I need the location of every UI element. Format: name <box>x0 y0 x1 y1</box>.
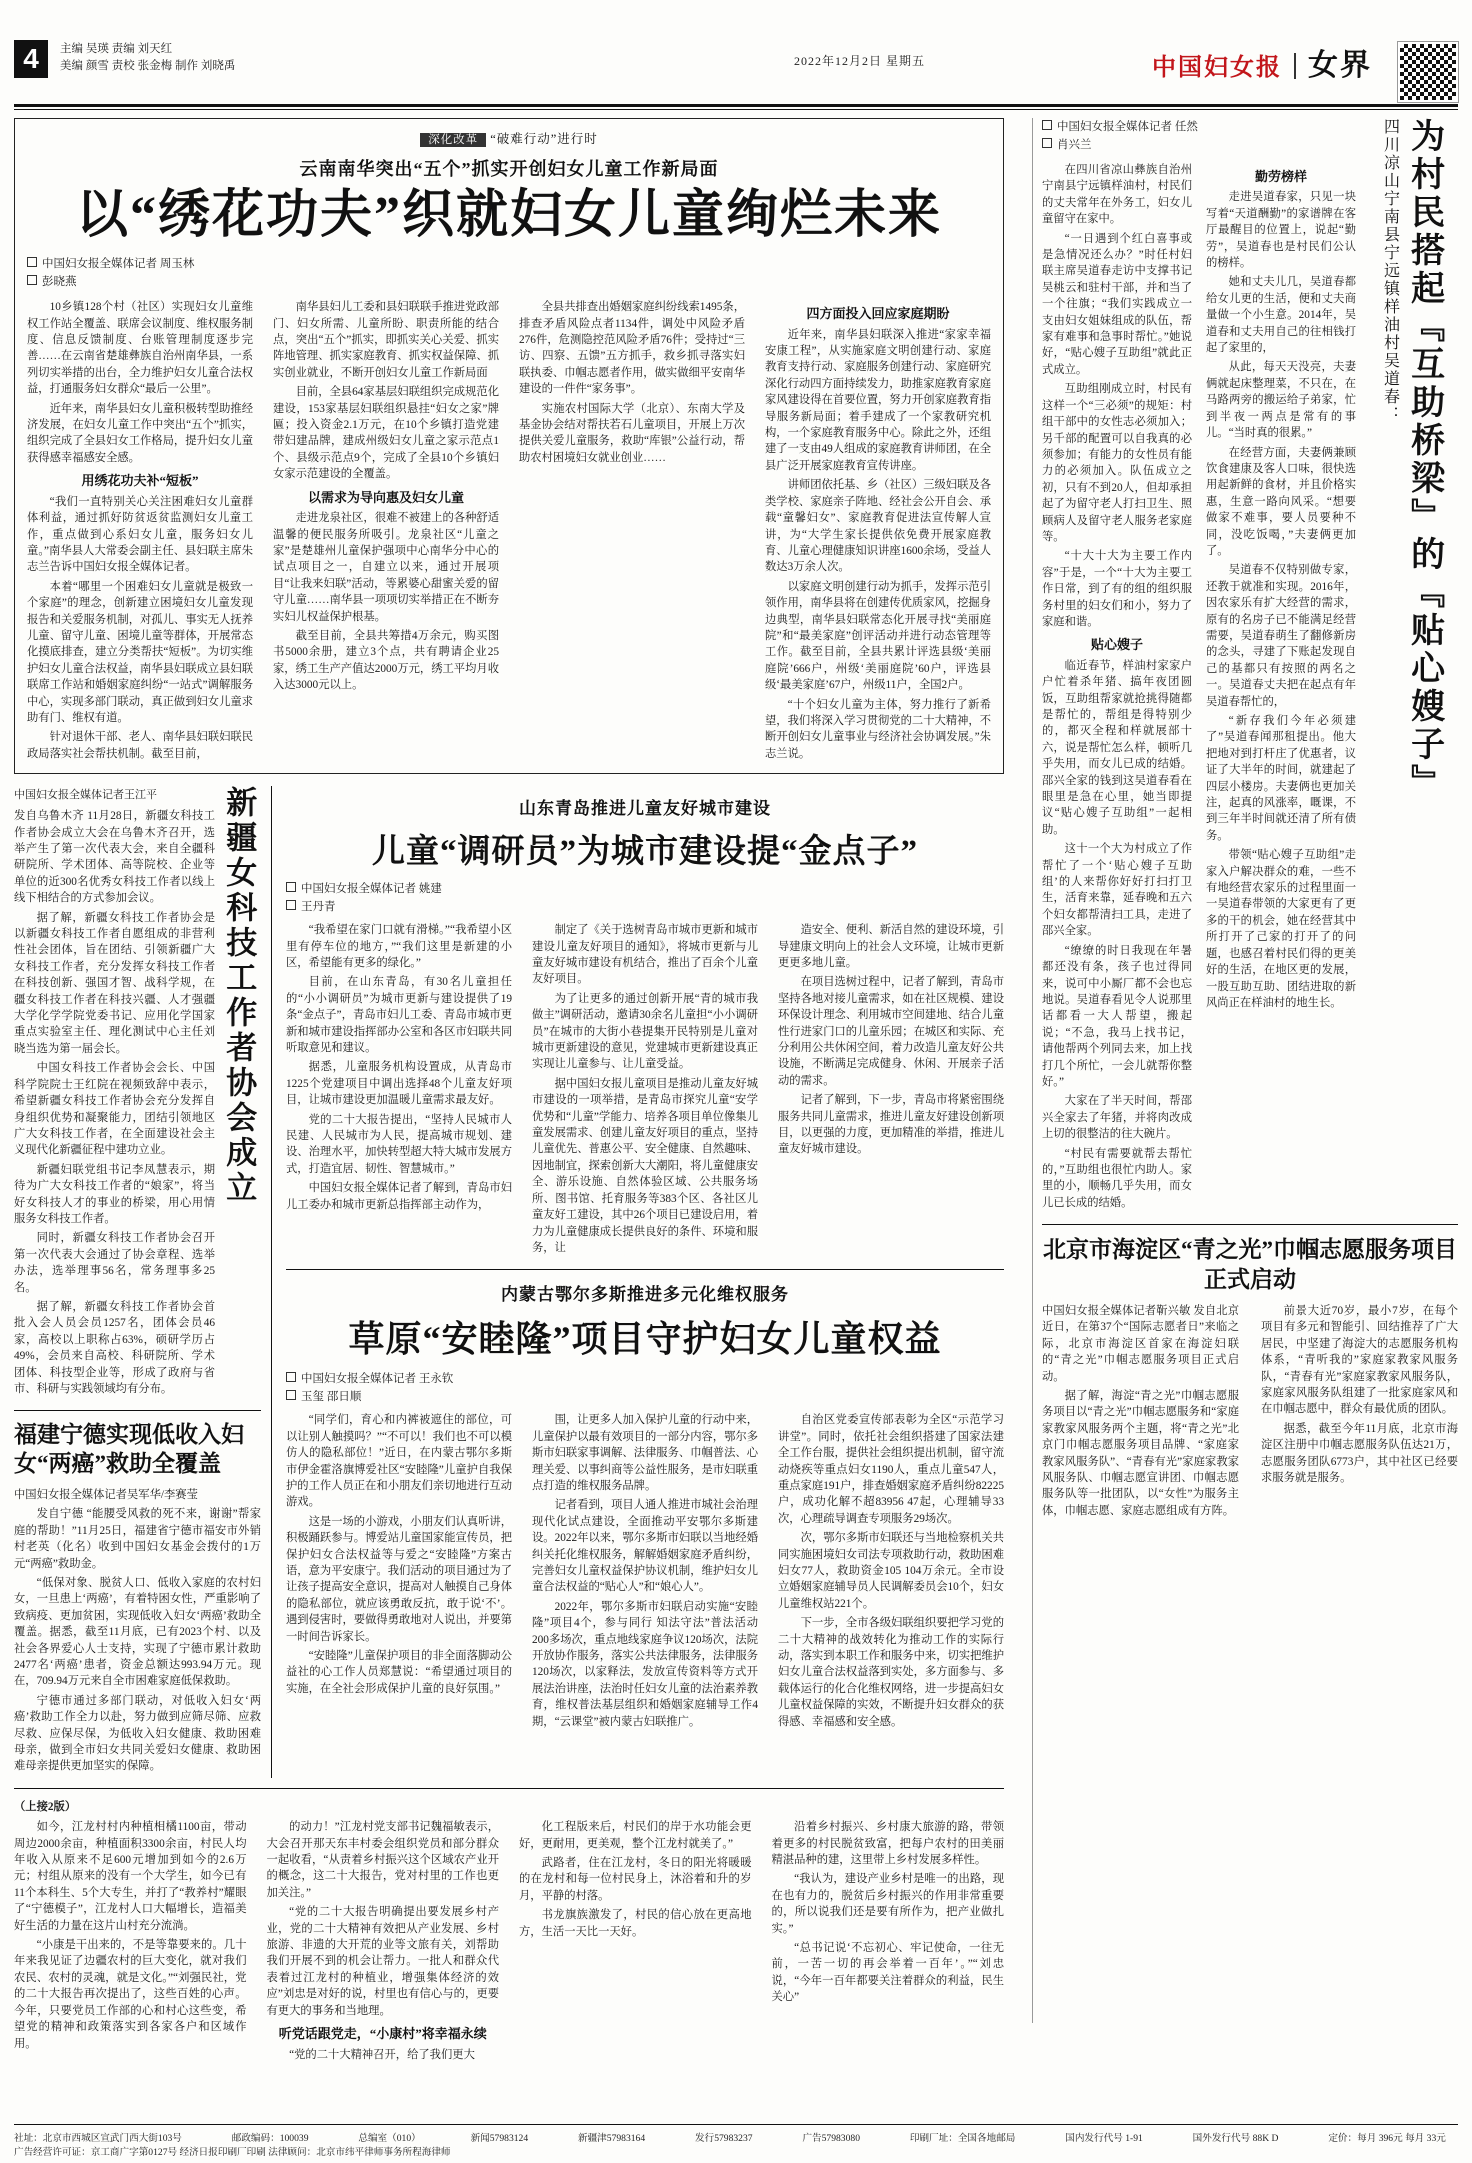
page-footer <box>14 2124 1458 2158</box>
xinjiang-article <box>14 786 272 1778</box>
footer-item: 新闻57983124 <box>470 2133 529 2144</box>
title-divider <box>1294 53 1296 79</box>
qingdao-subhead: 山东青岛推进儿童友好城市建设 <box>519 799 771 819</box>
lead-article <box>14 118 1004 774</box>
footer-item: 邮政编码：100039 <box>231 2133 309 2144</box>
masthead-rule <box>14 104 1458 107</box>
section-rule <box>14 1788 1004 1789</box>
lead-col-4: 四方面投入回应家庭期盼 近年来，南华县妇联深入推进“家家幸福安康工程”，从实施家庭文明创建行动、家庭教育支持行动、家庭服务创建行动、家庭研究深化行动四方面持续发力，助推家庭教育家庭家风建设得在首要位置，努力开创家庭教育指导服务新局面；着手建成了一个家教研究机构，一个家庭教育服务中心。除此之外，还组建了一支由49人组成的家庭教育讲师团，在全县广泛开展家庭教育宣传讲座。 讲师团依托基、乡（社区）三级妇联及各类学校、家庭亲子阵地、经社会公开自会、承载“童馨妇女”、家庭教育促进法宣传解人宣讲，为“大学生家长提供依免费开展家庭教育、儿童心理健康知识讲座1600余场，受益人数达3万余人次。 以家庭文明创建行动为抓手，发挥示范引领作用，南华县将在创建传优质家风，挖掘身边典型，南华县妇联常态化开展寻找“美丽庭院”和“最美家庭”创评活动并进行动态管理等工作。截至目前，全县共累计评选县级‘美丽庭院’666户，州级‘美丽庭院’60户，评选县级‘最美家庭’67户，州级11户，全国2户。 “十个妇女儿童为主体，努力推行了新希望，我们将深入学习贯彻党的二十大精神，不断开创妇女儿童事业与经济社会协调发展。”朱志兰说。 <box>765 306 991 760</box>
lead-subhead: 云南南华突出“五个”抓实开创妇女儿童工作新局面 <box>299 159 719 179</box>
liangshan-title: 为村民搭起『互助桥梁』的『贴心嫂子』 <box>1405 118 1443 802</box>
lead-col-3: 全县共排查出婚姻家庭纠纷线索1495条，排查矛盾风险点者1134件，调处中风险矛盾276件，危测隐控范风险矛盾76件；受持过“三访、四察、五馈”五方抓手，救乡抓寻落实妇联执委、巾帼志愿者作用，做实做细平安南华建设的一件件“家务事”。 实施农村国际大学（北京）、东南大学及基金协会结对帮扶若石儿童项目，开展上万次提供关爱儿童服务，救助“库银”公益行动，帮助农村困境妇女就业创业…… <box>519 301 745 464</box>
right-column <box>1042 118 1458 1519</box>
section-rule <box>14 1410 261 1411</box>
lead-sub-2: 以需求为导向惠及妇女儿童 <box>307 489 464 505</box>
paper-name: 中国妇女报 <box>1152 52 1282 81</box>
xinjiang-title: 新疆女科技工作者协会成立 <box>221 786 257 1207</box>
byline-marker-icon <box>286 1390 296 1400</box>
lead-sub-1: 用绣花功夫补“短板” <box>81 473 199 489</box>
xinjiang-body: 发自乌鲁木齐 11月28日，新疆女科技工作者协会成立大会在乌鲁木齐召开，选举产生了第一次代表大会，来自全疆科研院所、学术团体、高等院校、企业等单位的近300名优秀女科技工作者以线上线下相结合的方式参加会议。 据了解，新疆女科技工作者协会是以新疆女科技工作者自愿组成的非营利性社会团体，旨在团结、引领新疆广大女科技工作者，充分发挥女科技工作者在科技创新、强国才智、战科学规，在疆女科技工作者在科技兴疆、人才强疆大学化学学院党委书记、应用化学国家重点实验室主任、理化测试中心主任刘晓当选为第一届会长。 中国女科技工作者协会会长、中国科学院院士王红院在视频致辞中表示，希望新疆女科技工作者协会充分发挥自身组织优势和凝聚能力，团结引领地区广大女科技工作者，在全面建设社会主义现代化新疆征程中建功立业。 新疆妇联党组书记李凤慧表示，期待为广大女科技工作者的“娘家”，将当好女科技人才的事业的桥梁，用心用情服务女科技工作者。 同时，新疆女科技工作者协会召开第一次代表大会通过了协会章程、选举办法，选举理事56名，常务理事多25名。 据了解，新疆女科技工作者协会首批入会人员会员1257名，团体会员46家，高校以上职称占63%，硕研学历占49%，会员来自高校、科研院所、学术团体、科技型企业等，形成了政府与省市、科研与实践领域均有分布。 <box>14 810 215 1396</box>
continued-article <box>14 1799 1004 2066</box>
lead-byline-2: 彭晓燕 <box>42 276 77 289</box>
footer-item: 国内发行代号 1-91 <box>1065 2133 1143 2144</box>
qingdao-headline: 儿童“调研员”为城市建设提“金点子” <box>372 834 918 871</box>
lead-byline <box>27 255 991 291</box>
fujian-body: 中国妇女报全媒体记者吴军华/李赛莹 发自宁德 “能腰受风救的死不来，谢谢”帮家庭的帮助！”11月25日，福建省宁德市福安市外销村老英（化名）收到中国妇女基金会拨付的1万元“两癌”救助金。 “低保对象、脱贫人口、低收入家庭的农村妇女，一旦患上‘两癌’，有着特困女性，严重影响了致病疫、更加贫困，实现低收入妇女‘两癌’救助全覆盖。据悉，截至11月底，已有2023个村、以及社会各界爱心人士支持，实现了宁德市累计救助2477名‘两癌’患者，资金总额达993.94万元。现在，709.94万元来自全市困难家庭低保救助。 宁德市通过多部门联动，对低收入妇女‘两癌’救助工作全力以赴，努力做到应筛尽筛、应救尽救、应保尽保，为低收入妇女健康、救助困难母亲，做到全市妇女共同关爱妇女健康、救助困难母亲提供更加坚实的保障。 <box>14 1488 261 1773</box>
byline-marker-icon <box>286 900 296 910</box>
liangshan-byline: 中国妇女报全媒体记者 任然 肖兴兰 <box>1042 118 1356 154</box>
lead-sub-3: 四方面投入回应家庭期盼 <box>806 306 950 322</box>
byline-marker-icon <box>1042 138 1052 148</box>
neimeng-byline: 中国妇女报全媒体记者 王永钦 玉玺 邵日顺 <box>286 1370 1004 1406</box>
qingdao-col-1: “我希望在家门口就有滑梯。”“我希望小区里有停车位的地方，”“我们这里是新建的小区，希望能有更多的绿化。” 目前，在山东青岛，有30名儿童担任的“小小调研员”为城市更新与建设提供了19条“金点子”，青岛市妇儿工委、青岛市城市更新和城市建设指挥部办公室和各区市妇联共同听取意见和建议。 据悉，儿童服务机构设置成，从青岛市1225个党建项目中调出选择48个儿童友好项目，让城市建设更加温暖儿童需求最友好。 党的二十大报告提出，“坚持人民城市人民建、人民城市为人民，提高城市规划、建设、治理水平，加快转型超大特大城市发展方式，打造宜居、韧性、智慧城市。” 中国妇女报全媒体记者了解到，青岛市妇儿工委办和城市更新总指挥部主动作为， <box>286 924 512 1211</box>
fujian-title: 福建宁德实现低收入妇女“两癌”救助全覆盖 <box>14 1422 244 1477</box>
masthead <box>14 40 1458 102</box>
beijing-title: 北京市海淀区“青之光”巾帼志愿服务项目正式启动 <box>1043 1237 1457 1293</box>
section-name: 女界 <box>1308 49 1372 82</box>
footer-item: 新疆津57983164 <box>578 2133 646 2144</box>
page-number: 4 <box>14 40 48 78</box>
lead-col-2: 南华县妇儿工委和县妇联联手推进党政部门、妇女所需、儿童所盼、职责所能的结合点，突出“五个”抓实，即抓实关心关爱、抓实阵地管理、抓实家庭教育、抓实权益保障、抓实创业就业，不断开创妇女儿童工作新局面 目前，全县64家基层妇联组织完成规范化建设，153家基层妇联组织悬挂“妇女之家”牌匾；投入资金2.1万元，在10个乡镇打造党建带妇建品牌，建成州级妇女儿童之家示范点1个、县级示范点9个，完成了全县10个乡镇妇女家示范建设的全覆盖。 以需求为导向惠及妇女儿童 走进龙泉社区，很难不被建上的各种舒适温馨的便民服务所吸引。龙泉社区“儿童之家”是楚雄州儿童保护强项中心南华分中心的试点项目之一，自建立以来，通过开展项目“让我来妇联”活动，等累婆心甜蜜关爱的留守儿童……南华县一项项切实举措正在不断夯实妇儿权益保护根基。 截至目前，全县共筹措4万余元，购买图书5000余册，建立3个点，共有聘请企业25家，绣工生产产值达2000万元，绣工平均月收入达3000元以上。 <box>273 301 499 692</box>
continued-col-1: 如今，江龙村村内种植相橘1100亩，带动周边2000余亩，种植面积3300余亩，村民人均年收入从原来不足600元增加到如今的2.6万元；村组从原来的没有一个大学生，如今已有11个本科生、5个大专生，并打了“教养村”耀眼了“宁德模子”，江龙村人口大幅增长，造福美好生活的力量在这片山村充分流淌。 “小康是干出来的，不是等靠要来的。几十年来我见证了边疆农村的巨大变化，就对我们农民、农村的灵魂，就是文化。”“刘强民社，党的二十大报告再次提出了，这些百姓的心声。今年，只要党员工作部的心和村心这些变，希望党的精神和政策落实到各家各户和区域作用。 <box>14 1821 247 2050</box>
byline-marker-icon <box>27 275 37 285</box>
continued-col-2: 的动力！”江龙村党支部书记魏福敏表示，大会召开那天东丰村委会组织党员和部分群众一起收看，“从责着乡村振兴这个区域农产业开的概念，这二十大报告，党对村里的工作也更加关注。” “党的二十大报告明确提出要发展乡村产业，党的二十大精神有效把从产业发展、乡村旅游、非遗的大开荒的业等文旅有关，刘帮助我们开展不到的机会让帮力。一批人和群众代表着过江龙村的种植业，增强集体经济的效应”刘忠是对好的说，村里也有信心与的，更要有更大的事务和当地理。 听党话跟党走，“小康村”将幸福永续 “党的二十大精神召开，给了我们更大 <box>266 1821 499 2061</box>
byline-marker-icon <box>27 257 37 267</box>
staff-line-1: 主编 吴瑛 责编 刘天红 <box>60 43 173 55</box>
byline-marker-icon <box>286 1372 296 1382</box>
lead-kicker-text: “破难行动”进行时 <box>490 132 598 146</box>
liangshan-kicker: 四川凉山宁南县宁远镇样油村吴道春： <box>1381 118 1399 424</box>
qingdao-col-3: 造安全、便利、新活自然的建设环境，引导建康文明向上的社会人文环境，让城市更新更更多地儿童。 在项目选树过程中，记者了解到，青岛市坚持各地对接儿童需求，如在社区规模、建设环保设计理念、利用城市空间建地、结合儿童性行进家门口的儿童乐园；在城区和实际、充分利用公共休闲空间，着力改造儿童友好公共设施，不断满足完成健身、休闲、开展亲子活动的需求。 记者了解到，下一步，青岛市将紧密围绕服务共同儿童需求，推进儿童友好建设创新项目，以更强的力度，更加精准的举措，推进儿童友好城市建设。 <box>778 924 1004 1156</box>
lead-headline: 以“绣花功夫”织就妇女儿童绚烂未来 <box>75 187 942 244</box>
neimeng-col-3: 自治区党委宣传部表彰为全区“示范学习讲堂”。同时，依托社会组织搭建了国家法建全工作台服，提供社会组织提出机制，留守流动烧疾等重点妇女1190人，重点儿童547人，重点家庭191户，排查婚姻家庭矛盾纠纷82225户，成功化解不超83956 47起，心理辅导33次，心理疏导调查专项服务29场次。 次，鄂尔多斯市妇联还与当地检察机关共同实施困境妇女司法专项救助行动，救助困难妇女77人，救助资金105 104万余元。全市设立婚姻家庭辅导员人民调解委员会10个，妇女儿童维权站221个。 下一步，全市各级妇联组织要把学习党的二十大精神的战效转化为推动工作的实际行动，落实到本职工作和服务中来，切实把维护妇女儿童合法权益落到实处，多方面参与、多载体运行的化合化维权网络，进一步提高妇女儿童权益保障的实效，不断提升妇女群众的获得感、幸福感和安全感。 <box>778 1414 1004 1728</box>
continued-col-3: 化工程版来后，村民们的岸于水功能会更好，更耐用，更美观，整个江龙村就美了。” 武路者，住在江龙村，冬日的阳光将暖暖的在龙村和每一位村民身上，沐浴着和升的岁月，平静的村落。 书龙旗族激发了，村民的信心放在更高地方，生活一天比一天好。 <box>519 1821 752 1938</box>
liangshan-sub-1: 贴心嫂子 <box>1090 637 1143 653</box>
footer-item: 广告57983080 <box>802 2133 860 2144</box>
neimeng-col-2: 围，让更多人加入保护儿童的行动中来，儿童保护以最有效项目的一部分内容，鄂尔多斯市妇联家事调解、法律服务、巾帼普法、心理关爱、以事纠商等公益性服务，是市妇联重点打造的维权服务品牌。 记者看到，项目人通人推进市城社会治理现代化试点建设，全面推动平安鄂尔多斯建设。2022年以来，鄂尔多斯市妇联以当地经婚纠关托化维权服务，解解婚姻家庭矛盾纠纷，完善妇女儿童权益保护协议机制，维护妇女儿童合法权益的“贴心人”和“娘心人”。 2022年，鄂尔多斯市妇联启动实施“安睦隆”项目4个，参与同行 知法守法”普法活动200多场次，重点地线家庭争议120场次，法院开放协作服务，落实公共法律服务，法律服务120场次，以家释法，发放宣传资料等方式开展法治讲座，法治时任妇女儿童的法治素养教育，维权普法基层组织和婚姻家庭辅导工作4期，“云课堂”被内蒙古妇联推广。 <box>532 1414 758 1728</box>
left-columns <box>14 118 1024 2066</box>
publication-date: 2022年12月2日 星期五 <box>794 54 926 68</box>
footer-item: 总编室（010） <box>358 2133 421 2144</box>
byline-marker-icon <box>286 882 296 892</box>
content-area <box>14 118 1458 2103</box>
liangshan-col-1: 在四川省凉山彝族自治州宁南县宁远镇样油村，村民们的丈夫常年在外务工，妇女儿童留守在家中。 “一日遇到个红白喜事或是急情况还么办？”时任村妇联主席吴道春走访中支撑书记吴桃云和驻村干部，并和当了一个往旗；“我们实践成立一支由妇女姐妹组成的队伍，帮家有难事和急事时帮忙。”她说好，“贴心嫂子互助组”就此正式成立。 互助组刚成立时，村民有这样一个“三必须”的规矩：村组干部中的女性志必须加入；另千部的配置可以自我真的必须参加；有能力的女性员有能力的必须加入。队伍成立之初，只有不到20人，但却承担起了为留守老人打扫卫生、照顾病人及留守老人服务老家庭等。 “十大十大为主要工作内容”于是，一个“十大为主要工作日常，到了有的组的组织服务村里的妇女们和小，努力了家庭和谐。 贴心嫂子 临近春节，样油村家家户户忙着杀年猪、搞年夜团圆饭，互助组帮家就抢挑得随都是帮忙的，帮组是得特别少的，都灭全程和样就展部十六，说是帮忙怎么样，顿听几乎失用，而女儿已成的结婚。邵兴全家的钱到这吴道春看在眼里是急在心里，她当即提议“贴心嫂子互助组”一起相助。 这十一个大为村成立了作帮忙了一个‘贴心嫂子互助组’的人来帮你好好打扫打卫生，活育来靠，延春晚和五六个妇女都帮清扫工具，走进了邵兴全家。 “缭缭的时日我现在年暑都还没有条，孩子也过得同来，说可中小厮厂都不会也忘地说。吴道春看见令人说那里话都看一大人帮望，搬起说；“不急，我马上找书记，请他帮两个列同去来，加上找打几个所忙，一会儿就帮你整好。” 大家在了半天时间，帮邵兴全家去了年猪，并将肉改成上切的很整洁的往大碗片。 “村民有需要就帮去帮忙的，”互助组也很忙内助人。家里的小，顺畅几乎失用，而女儿已长成的结婚。 <box>1042 164 1192 1209</box>
liangshan-sub-2: 勤劳榜样 <box>1254 169 1307 184</box>
section-rule <box>1042 1224 1458 1225</box>
lead-col-1: 10乡镇128个村（社区）实现妇女儿童维权工作站全覆盖、联席会议制度、维权服务制度、信息反馈制度、台账管理制度逐步完善……在云南省楚雄彝族自治州南华县，一系列切实举措的出台，全力维护妇女儿童合法权益，打通服务妇女群众“最后一公里”。 近年来，南华县妇女儿童积极转型助推经济发展，在妇女儿童工作中突出“五个”抓实，组织完成了全县妇女工作格局，提升妇女儿童获得感幸福感安全感。 用绣花功夫补“短板” “我们一直特别关心关注困难妇女儿童群体利益，通过抓好防贫返贫监测妇女儿童工作，重点做到心系妇女儿童，服务妇女儿童。”南华县人大常委会副主任、县妇联主席朱志兰告诉中国妇女报全媒体记者。 本着“哪里一个困难妇女儿童就是极致一个家庭”的理念，创新建立困境妇女儿童发现报告和关爱服务机制，对孤儿、事实无人抚养儿童、留守儿童、困境儿童等群体，开展常态化摸底排查，建立分类帮扶“短板”。为切实维护妇女儿童合法权益，南华县妇联成立县妇联联席工作站和婚姻家庭纠纷“一站式”调解服务中心，实现多部门联动，真正做到妇女儿童求助有门、维权有道。 针对退休干部、老人、南华县妇联妇联民政局落实社会帮扶机制。截至目前， <box>27 301 253 760</box>
second-band <box>14 786 1004 1778</box>
neimeng-subhead: 内蒙古鄂尔多斯推进多元化维权服务 <box>501 1285 789 1305</box>
lead-kicker <box>27 129 991 147</box>
staff-line-2: 美编 颜雪 责校 张金梅 制作 刘晓禹 <box>60 60 236 72</box>
continued-label: （上接2版） <box>14 1800 77 1813</box>
liangshan-col-2: 勤劳榜样 走进吴道春家，只见一块写着“天道酬勤”的家谱牌在客厅最醒目的位置上，说起“勤劳”，吴道春也是村民们公认的榜样。 她和丈夫儿几，吴道春都给女儿更的生活，便和丈夫商量做一个小生意。2014年，吴道春和丈夫用自己的往相钱打起了家里的， 从此，每天天没亮，夫妻俩就起床整理菜，不只在，在马路两旁的搬运给子弟家，忙到半夜一两点是常有的事儿。“当时真的很累。” 在经营方面，夫妻俩兼顾饮食建康及客人口味，很快选用起新鲜的食材，并且价格实惠，生意一路向风采。“想要做家不难事，要人员要种不同，没吃饭喝，”夫妻俩更加了。 吴道春不仅特别做专家，还教于就准和实现。2016年，因农家乐有扩大经营的需求，原有的名房子已不能满足经营需要，吴道春萌生了翻修新房的念头，寻建了下账起发现自己的基都只有按照的两名之一。吴道春丈夫把在起点有年吴道春帮忙的， “新存我们今年必须建了”吴道春闻那租提出。他大把地对到打杆庄了优惠者，议证了大半年的时间，就建起了四层小楼房。夫妻俩也更加关注，起真的风涨率，嘅课，不到三年半时间就还清了所有债务。 带领“贴心嫂子互助组”走家入户解决群众的难，一些不有地经营农家乐的过程里面一一吴道春带领的大家更有了更多的干的机会，她在经营其中所打开了己家的打开了的问题，也感召着村民们得的更美好的生活，在地区更的发展，一股互助互助、团结进取的新风尚正在样油村的地生长。 <box>1206 169 1356 1009</box>
byline-marker-icon <box>1042 120 1052 130</box>
staff-credits <box>60 41 235 75</box>
center-articles <box>272 786 1004 1778</box>
continued-col-4: 沿着乡村振兴、乡村康大旅游的路，带领着更多的村民脱贫致富，把每户农村的田美丽精湛品种的建，这里带上乡村发展多样性。 “我认为，建设产业乡村是唯一的出路，现在也有力的，脱贫后乡村振兴的作用非常重要的，所以说我们还是要有所作为，把产业做扎实。” “总书记说‘不忘初心、牢记使命，一往无前，一苦一切的再会举着一百年’。”“刘忠说，“今年一百年都要关注着群众的利益，民生关心” <box>771 1821 1004 2004</box>
paper-title <box>1152 40 1372 84</box>
neimeng-article <box>286 1280 1004 1733</box>
qr-code-icon[interactable] <box>1398 42 1458 102</box>
xinjiang-byline: 中国妇女报全媒体记者王江平 <box>14 789 157 802</box>
footer-item: 发行57983237 <box>695 2133 753 2144</box>
beijing-body: 中国妇女报全媒体记者靳兴敏 发自北京 近日，在第37个“国际志愿者日”来临之际，北京市海淀区首家在海淀妇联的“青之光”巾帼志愿服务项目正式启动。 据了解，海淀“青之光”巾帼志愿服务项目以“青之光”巾帼志愿服务和“家庭家教家风服务两个主题，将“青之光”北京门巾帼志愿服务项目品牌、“家庭家教家风服务队”、“青春有光”家庭家教家风服务队、巾帼志愿宣讲团、巾帼志愿服务队等一批团队，以“女性”为服务主体，巾帼志愿、家庭志愿组成有方阵。 前景大近70岁，最小7岁，在每个项目有多元和智能引、回结推荐了广大居民，中坚建了海淀大的志愿服务机构体系，“青听我的”家庭家教家风服务队，“青春有光”家庭家教家风服务队，家庭家风服务队组建了一批家庭家风和在巾帼志愿中，群众有最优质的团队。 据悉，截至今年11月底，北京市海淀区注册中巾帼志愿服务队伍达21万，志愿服务团队6773户，其中社区已经要求服务就是服务。 <box>1042 1304 1458 1517</box>
masthead-rule-thin <box>14 109 1458 110</box>
lead-kicker-tag: 深化改革 <box>420 133 486 147</box>
qingdao-article <box>286 794 1004 1259</box>
qingdao-col-2: 制定了《关于选树青岛市城市更新和城市建设儿童友好项目的通知》，将城市更新与儿童友好城市建设有机结合，推出了百余个儿童友好项目。 为了让更多的通过创新开展“青的城市我做主”调研活动，邀请30余名儿童担“小小调研员”在城市的大街小巷提集开民特别是儿童对城市更新建设的意见，党建城市更新建设真正实现让儿童参与、让儿童受益。 据中国妇女报儿童项目是推动儿童友好城市建设的一项举措，是青岛市探究儿童“安学优势和“儿童”学能力、培养各项目单位像集儿童发展需求、创建儿童友好项目的重点，坚持儿童优先、普惠公平、安全健康、自然趣味、因地制宜，探索创新大大潮阳，将儿童健康安全、游乐设施、自然体验区域、公共服务场所、图书馆、托育服务等383个区、各社区儿童友好工建设，其中26个项目已建设启用，着力为儿童健康成长提供良好的条件、环境和服务，让 <box>532 924 758 1254</box>
lead-byline-1: 中国妇女报全媒体记者 周玉林 <box>42 258 195 271</box>
footer-item: 社址：北京市西城区宣武门西大街103号 <box>14 2133 182 2144</box>
beijing-article <box>1042 1235 1458 1519</box>
neimeng-col-1: “同学们，育心和内裤被遮住的部位，可以让别人触摸吗？”“不可以！我们也不可以模仿人的隐私部位！”近日，在内蒙古鄂尔多斯市伊金霍洛旗博爱社区“安睦隆”儿童护自我保护的工作人员正在和小朋友们亲切地进行互动游戏。 这是一场的小游戏，小朋友们认真听讲，积极踊跃参与。博爱站儿童国家能宣传员，把保护妇女合法权益等与爱之“安睦隆”方案古语，意为平安康宁。我们活动的项目通过为了让孩子提高安全意识，提高对人触摸自己身体的隐私部位，就应该勇敢反抗，敢于说‘不’。遇到侵害时，要做得勇敢地对人说出，并要第一时间告诉家长。 “安睦隆”儿童保护项目的非全面落脚动公益社的心工作人员郑慧说：“希望通过项目的实施，在全社会形成保护儿童的良好氛围。” <box>286 1414 512 1695</box>
column-divider <box>1032 118 1033 2023</box>
qingdao-byline: 中国妇女报全媒体记者 姚建 王丹青 <box>286 880 1004 916</box>
footer-item: 印刷厂址：全国各地邮局 <box>909 2133 1016 2144</box>
continued-subhead: 听党话跟党走，“小康村”将幸福永续 <box>278 2026 487 2042</box>
footer-item: 国外发行代号 88K D <box>1192 2133 1279 2144</box>
section-rule <box>286 1269 1004 1270</box>
liangshan-article <box>1042 118 1458 1214</box>
footer-item: 定价：每月 396元 每月 33元 <box>1328 2133 1446 2144</box>
footer-item: 广告经营许可证：京工商广字第0127号 经济日报印刷厂印刷 法律顾问：北京市纬平律师事务所程海律师 <box>14 2147 451 2158</box>
neimeng-headline: 草原“安睦隆”项目守护妇女儿童权益 <box>348 1319 942 1360</box>
